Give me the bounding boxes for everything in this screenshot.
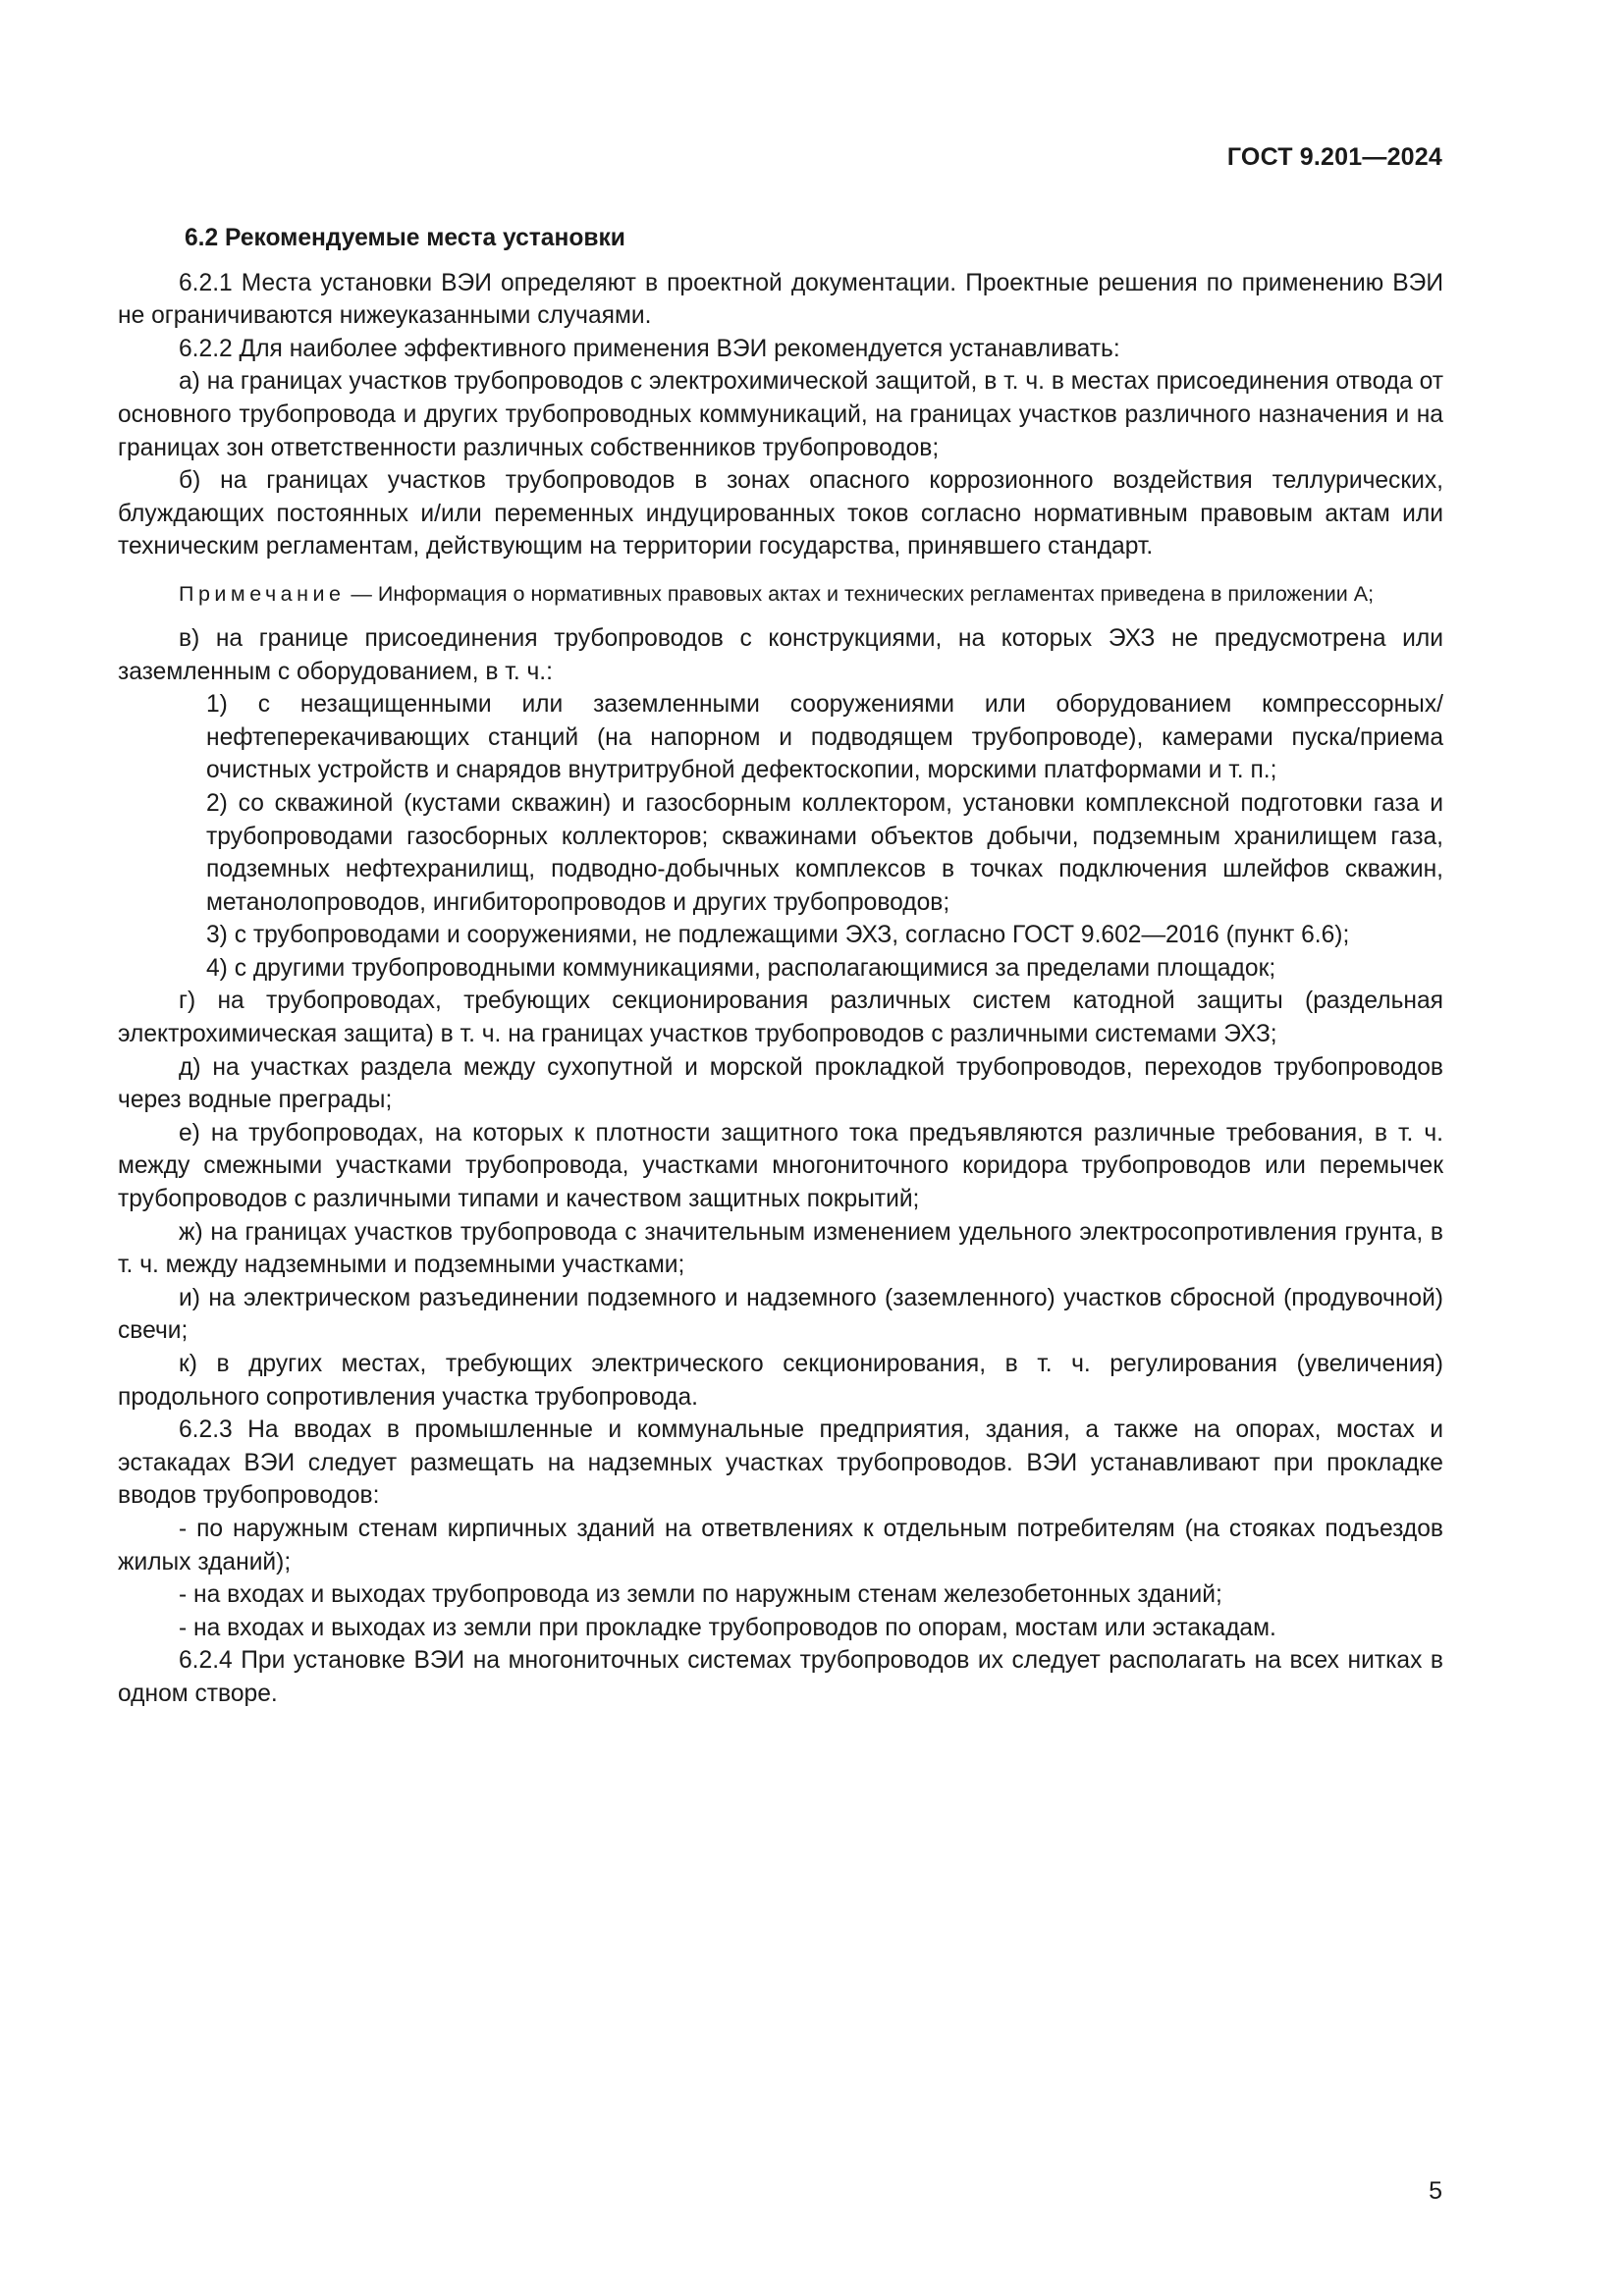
- page-number: 5: [1429, 2177, 1442, 2205]
- list-item-b: б) на границах участков трубопроводов в зонах опасного коррозионного воздействия теллурических, блуждающих постоянных и/или переменных индуцированных токов согласно нормативным правовым актам или техническим регламентам, действующим на территории государства, принявшего стандарт.: [118, 467, 1443, 561]
- section-title: 6.2 Рекомендуемые места установки: [185, 225, 625, 251]
- note-label: Примечание: [179, 581, 346, 606]
- dash-item-1: - по наружным стенам кирпичных зданий на ответвлениях к отдельным потребителям (на стояках подъездов жилых зданий);: [118, 1515, 1443, 1575]
- paragraph-6-2-2: 6.2.2 Для наиболее эффективного применения ВЭИ рекомендуется устанавливать:: [179, 335, 1120, 362]
- list-item-e: е) на трубопроводах, на которых к плотности защитного тока предъявляются различные требования, в т. ч. между смежными участками трубопровода, участками многониточного коридора трубопроводов или перемычек трубопроводов с различными типами и качеством защитных покрытий;: [118, 1119, 1443, 1213]
- dash-item-2: - на входах и выходах трубопровода из земли по наружным стенам железобетонных зданий;: [179, 1581, 1222, 1609]
- list-item-v: в) на границе присоединения трубопроводов с конструкциями, на которых ЭХЗ не предусмотрена или заземленным с оборудованием, в т. ч.:: [118, 624, 1443, 685]
- list-item-a: а) на границах участков трубопроводов с электрохимической защитой, в т. ч. в местах присоединения отвода от основного трубопровода и других трубопроводных коммуникаций, на границах участков различного назначения и на границах зон ответственности различных собственников трубопроводов;: [118, 368, 1443, 461]
- paragraph-6-2-1: 6.2.1 Места установки ВЭИ определяют в проектной документации. Проектные решения по применению ВЭИ не ограничиваются нижеуказанными случаями.: [118, 269, 1443, 330]
- sub-item-3: 3) с трубопроводами и сооружениями, не подлежащими ЭХЗ, согласно ГОСТ 9.602—2016 (пункт 6.6);: [206, 922, 1350, 949]
- paragraph-6-2-4: 6.2.4 При установке ВЭИ на многониточных системах трубопроводов их следует располагать на всех нитках в одном створе.: [118, 1647, 1443, 1707]
- list-item-k: к) в других местах, требующих электрического секционирования, в т. ч. регулирования (увеличения) продольного сопротивления участка трубопровода.: [118, 1351, 1443, 1411]
- sub-item-4: 4) с другими трубопроводными коммуникациями, располагающимися за пределами площадок;: [206, 954, 1276, 982]
- sub-item-2: 2) со скважиной (кустами скважин) и газосборным коллектором, установки комплексной подготовки газа и трубопроводами газосборных коллекторов; скважинами объектов добычи, подземным хранилищем газа, подземных нефтехранилищ, подводно-добычных комплексов в точках подключения шлейфов скважин, метанолопроводов, ингибиторопроводов и других трубопроводов;: [206, 789, 1443, 916]
- paragraph-6-2-3: 6.2.3 На вводах в промышленные и коммунальные предприятия, здания, а также на опорах, мостах и эстакадах ВЭИ следует размещать на надземных участках трубопроводов. ВЭИ устанавливают при прокладке вводов трубопроводов:: [118, 1416, 1443, 1510]
- list-item-zh: ж) на границах участков трубопровода с значительным изменением удельного электросопротивления грунта, в т. ч. между надземными и подземными участками;: [118, 1218, 1443, 1279]
- note-text: — Информация о нормативных правовых актах и технических регламентах приведена в приложении А;: [345, 581, 1375, 606]
- document-code: ГОСТ 9.201—2024: [1226, 143, 1442, 171]
- sub-item-1: 1) с незащищенными или заземленными сооружениями или оборудованием компрессорных/нефтеперекачивающих станций (на напорном и подводящем трубопроводе), камерами пуска/приема очистных устройств и снарядов внутритрубной дефектоскопии, морскими платформами и т. п.;: [206, 691, 1443, 784]
- dash-item-3: - на входах и выходах из земли при прокладке трубопроводов по опорам, мостам или эстакадам.: [179, 1614, 1276, 1641]
- document-body: [118, 222, 1443, 1711]
- list-item-g: г) на трубопроводах, требующих секционирования различных систем катодной защиты (раздельная электрохимическая защита) в т. ч. на границах участков трубопроводов с различными системами ЭХЗ;: [118, 988, 1443, 1048]
- list-item-d: д) на участках раздела между сухопутной и морской прокладкой трубопроводов, переходов трубопроводов через водные преграды;: [118, 1053, 1443, 1114]
- list-item-i: и) на электрическом разъединении подземного и надземного (заземленного) участков сбросной (продувочной) свечи;: [118, 1284, 1443, 1345]
- note: [118, 579, 1443, 609]
